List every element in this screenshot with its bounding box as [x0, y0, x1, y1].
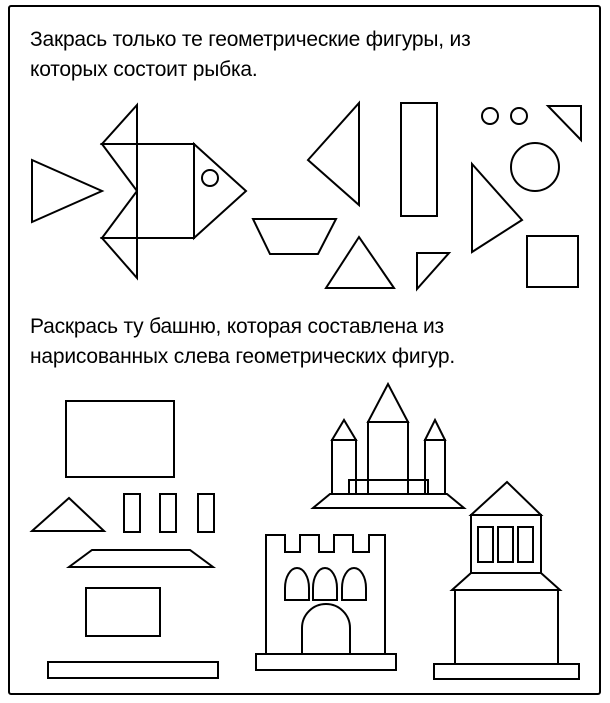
fish-upper-body-triangle: [102, 144, 137, 191]
set-small-rect-2: [160, 494, 176, 532]
set-large-rectangle: [66, 401, 174, 477]
tower-castle-base: [256, 654, 396, 670]
fish-tail-triangle: [32, 160, 102, 222]
tower-spires-left-roof: [332, 420, 356, 440]
shape-corner-triangle: [548, 106, 581, 140]
tower-castle-window-2: [313, 568, 337, 600]
tower-spires-center-roof: [368, 384, 408, 422]
set-small-rect-1: [124, 494, 140, 532]
fish-lower-body-triangle: [102, 191, 137, 238]
tower-spires-right-roof: [425, 420, 445, 440]
reference-shape-set: [32, 401, 218, 678]
tower-roofed-roof: [471, 482, 541, 515]
shape-right-triangle: [472, 164, 522, 252]
shape-square: [527, 236, 578, 287]
set-small-rect-3: [198, 494, 214, 532]
loose-shapes: [253, 103, 581, 289]
fish-body-square: [137, 144, 194, 238]
shape-bottom-triangle: [326, 237, 394, 288]
set-base-strip: [48, 662, 218, 678]
tower-castle-body: [266, 535, 385, 654]
tower-castle[interactable]: [256, 535, 396, 670]
fish-bottom-fin-triangle: [102, 238, 137, 278]
tower-castle-window-3: [342, 568, 366, 600]
task-2-line-2: нарисованных слева геометрических фигур.: [30, 345, 456, 368]
tower-roofed-window-1: [478, 527, 493, 562]
tower-castle-window-1: [285, 568, 309, 600]
shape-left-triangle: [308, 103, 359, 205]
tower-spires-ledge: [349, 480, 428, 494]
tower-spires-left-body: [332, 440, 356, 494]
shape-small-circle-1: [482, 108, 498, 124]
tower-roofed[interactable]: [434, 482, 579, 679]
shape-trapezoid: [253, 219, 336, 254]
tower-roofed-upper: [471, 515, 541, 573]
fish-eye-circle: [202, 170, 218, 186]
tower-roofed-base: [434, 664, 579, 679]
fish-head-triangle: [194, 144, 246, 238]
shape-tall-rectangle: [401, 103, 437, 216]
shape-small-triangle: [417, 253, 449, 289]
shape-big-circle: [511, 143, 559, 191]
fish-top-fin-triangle: [102, 105, 137, 144]
shape-small-circle-2: [511, 108, 527, 124]
tower-roofed-trapezoid: [452, 573, 560, 590]
set-trapezoid: [69, 550, 213, 567]
set-triangle: [32, 498, 104, 531]
tower-spires-center-body: [368, 422, 408, 494]
fish-figure: [32, 105, 246, 278]
tower-roofed-lower: [455, 590, 558, 664]
task-1-line-2: которых состоит рыбка.: [30, 58, 258, 81]
task-2-line-1: Раскрась ту башню, которая составлена из: [30, 315, 444, 338]
tower-castle-door: [302, 604, 350, 654]
tower-roofed-window-3: [518, 527, 533, 562]
set-medium-rectangle: [86, 588, 160, 636]
tower-spires[interactable]: [313, 384, 464, 508]
tower-roofed-window-2: [498, 527, 513, 562]
tower-spires-base: [313, 494, 464, 508]
task-1-line-1: Закрась только те геометрические фигуры, из: [30, 28, 471, 51]
